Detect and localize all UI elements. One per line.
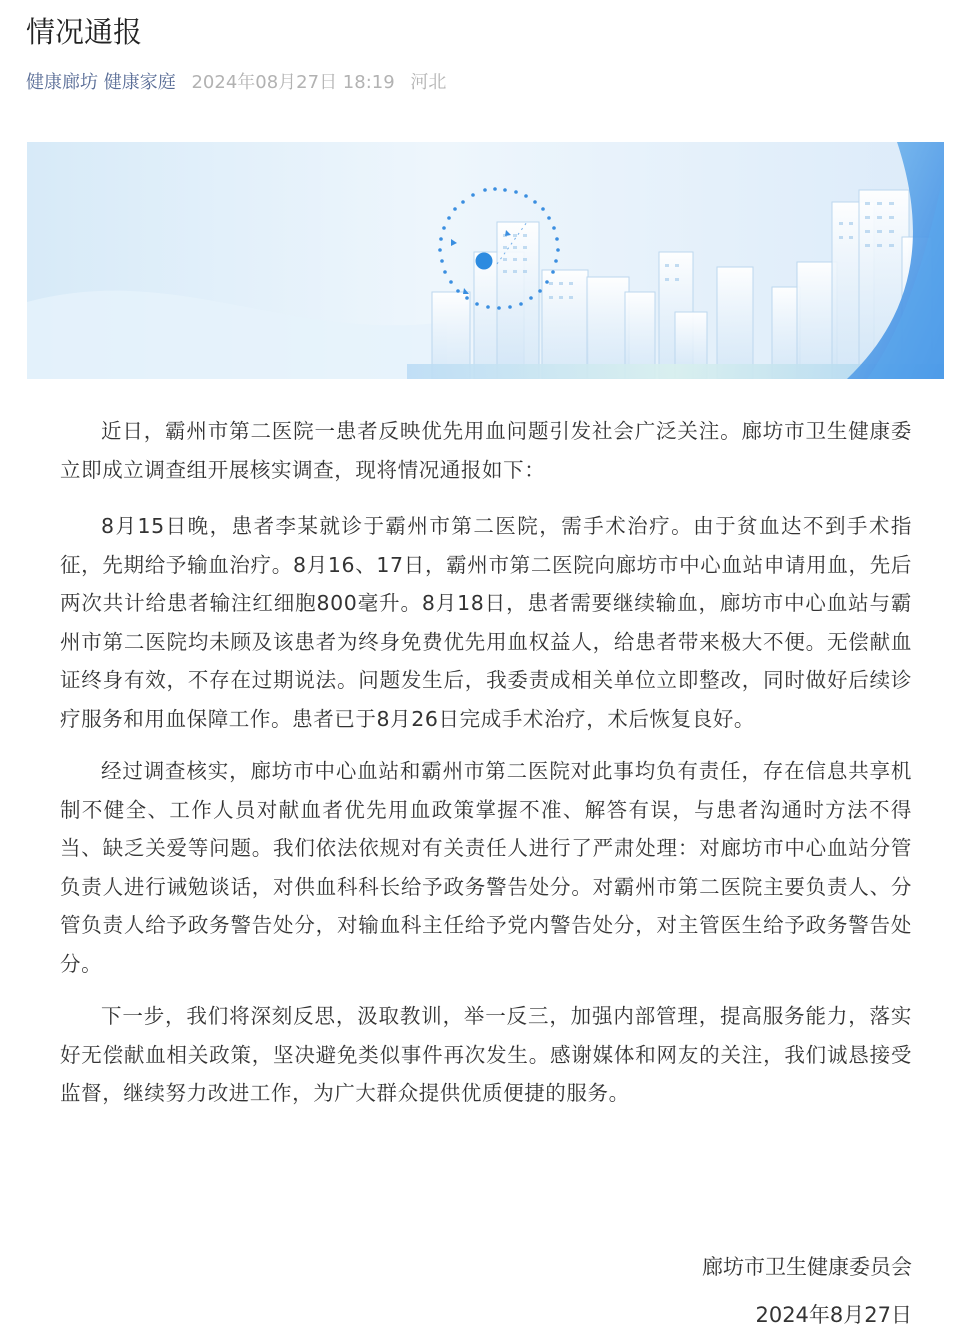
article-meta	[26, 70, 446, 96]
article-body	[60, 412, 912, 1113]
city-skyline-illustration	[27, 142, 944, 379]
header-banner-image	[27, 142, 944, 379]
paragraph-investigation: 经过调查核实，廊坊市中心血站和霸州市第二医院对此事均负有责任，存在信息共享机制不健全、工作人员对献血者优先用血政策掌握不准、解答有误，与患者沟通时方法不得当、缺乏关爱等问题。我们依法依规对有关责任人进行了严肃处理：对廊坊市中心血站分管负责人进行诫勉谈话，对供血科科长给予政务警告处分。对霸州市第二医院主要负责人、分管负责人给予政务警告处分，对输血科主任给予党内警告处分，对主管医生给予政务警告处分。	[60, 759, 912, 976]
article-title: 情况通报	[26, 15, 143, 49]
paragraph-details: 8月15日晚，患者李某就诊于霸州市第二医院，需手术治疗。由于贫血达不到手术指征，先期给予输血治疗。8月16、17日，霸州市第二医院向廊坊市中心血站申请用血，先后两次共计给患者输注红细胞800毫升。8月18日，患者需要继续输血，廊坊市中心血站与霸州市第二医院均未顾及该患者为终身免费优先用血权益人，给患者带来极大不便。无偿献血证终身有效，不存在过期说法。问题发生后，我委责成相关单位立即整改，同时做好后续诊疗服务和用血保障工作。患者已于8月26日完成手术治疗，术后恢复良好。	[60, 514, 912, 731]
publish-datetime: 2024年08月27日 18:19	[191, 72, 395, 93]
signer-organization: 廊坊市卫生健康委员会	[702, 1255, 912, 1279]
signature-date: 2024年8月27日	[755, 1303, 912, 1327]
account-name-link[interactable]: 健康廊坊 健康家庭	[26, 72, 176, 93]
publish-location: 河北	[410, 72, 447, 93]
paragraph-next-steps: 下一步，我们将深刻反思，汲取教训，举一反三，加强内部管理，提高服务能力，落实好无偿献血相关政策，坚决避免类似事件再次发生。感谢媒体和网友的关注，我们诚恳接受监督，继续努力改进工作，为广大群众提供优质便捷的服务。	[60, 1004, 912, 1105]
paragraph-intro: 近日，霸州市第二医院一患者反映优先用血问题引发社会广泛关注。廊坊市卫生健康委立即成立调查组开展核实调查，现将情况通报如下：	[60, 419, 912, 482]
